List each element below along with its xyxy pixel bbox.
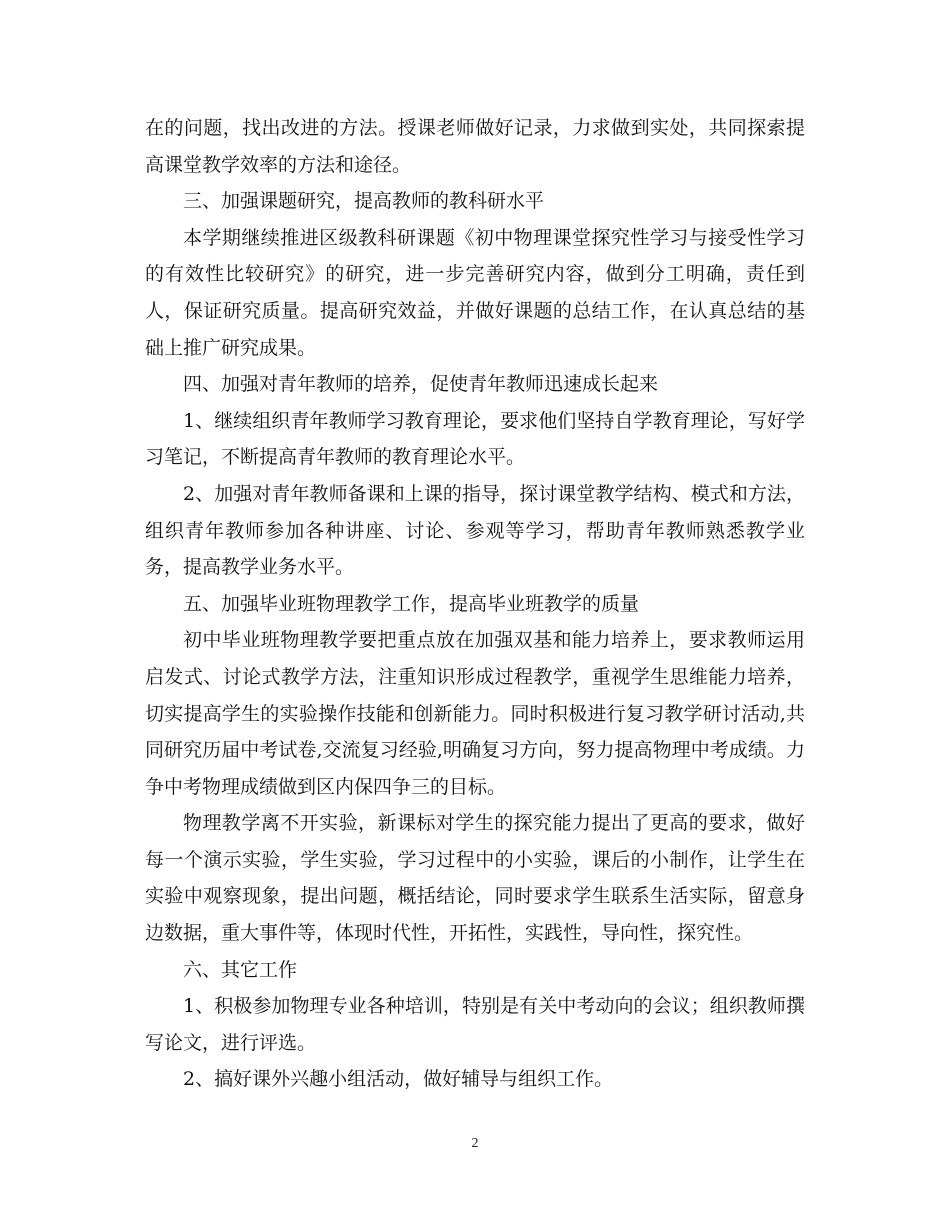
paragraph-experiments: 物理教学离不开实验，新课标对学生的探究能力提出了更高的要求，做好每一个演示实验，学生实验，学习过程中的小实验，课后的小制作，让学生在实验中观察现象，提出问题，概括结论，同时要求学生联系生活实际，留意身边数据，重大事件等，体现时代性，开拓性，实践性，导向性，探究性。 — [145, 812, 805, 945]
page-number: 2 — [471, 1136, 479, 1151]
section-heading-4: 四、加强对青年教师的培养，促使青年教师迅速成长起来 — [183, 373, 659, 396]
paragraph-research-project: 本学期继续推进区级教科研课题《初中物理课堂探究性学习与接受性学习的有效性比较研究》的研究，进一步完善研究内容，做到分工明确，责任到人，保证研究质量。提高研究效益，并做好课题的总结工作，在认真总结的基础上推广研究成果。 — [145, 226, 805, 359]
paragraph-continuation: 在的问题，找出改进的方法。授课老师做好记录，力求做到实处，共同探索提高课堂教学效率的方法和途径。 — [145, 117, 805, 176]
list-item-interest-groups: 2、搞好课外兴趣小组活动，做好辅导与组织工作。 — [183, 1068, 614, 1091]
list-item-young-teacher-theory: 1、继续组织青年教师学习教育理论，要求他们坚持自学教育理论，写好学习笔记，不断提高青年教师的教育理论水平。 — [145, 409, 805, 469]
list-item-training: 1、积极参加物理专业各种培训，特别是有关中考动向的会议；组织教师撰写论文，进行评选。 — [145, 995, 805, 1054]
paragraph-graduating-class: 初中毕业班物理教学要把重点放在加强双基和能力培养上，要求教师运用启发式、讨论式教学方法，注重知识形成过程教学，重视学生思维能力培养，切实提高学生的实验操作技能和创新能力。同时积极进行复习教学研讨活动,共同研究历届中考试卷,交流复习经验,明确复习方向，努力提高物理中考成绩。力争中考物理成绩做到区内保四争三的目标。 — [145, 629, 805, 798]
list-item-young-teacher-guidance: 2、加强对青年教师备课和上课的指导，探讨课堂教学结构、模式和方法，组织青年教师参加各种讲座、讨论、参观等学习，帮助青年教师熟悉教学业务，提高教学业务水平。 — [145, 482, 805, 579]
document-body — [145, 110, 805, 1098]
section-heading-6: 六、其它工作 — [183, 958, 298, 981]
section-heading-3: 三、加强课题研究，提高教师的教科研水平 — [183, 190, 545, 213]
section-heading-5: 五、加强毕业班物理教学工作，提高毕业班教学的质量 — [183, 592, 640, 615]
